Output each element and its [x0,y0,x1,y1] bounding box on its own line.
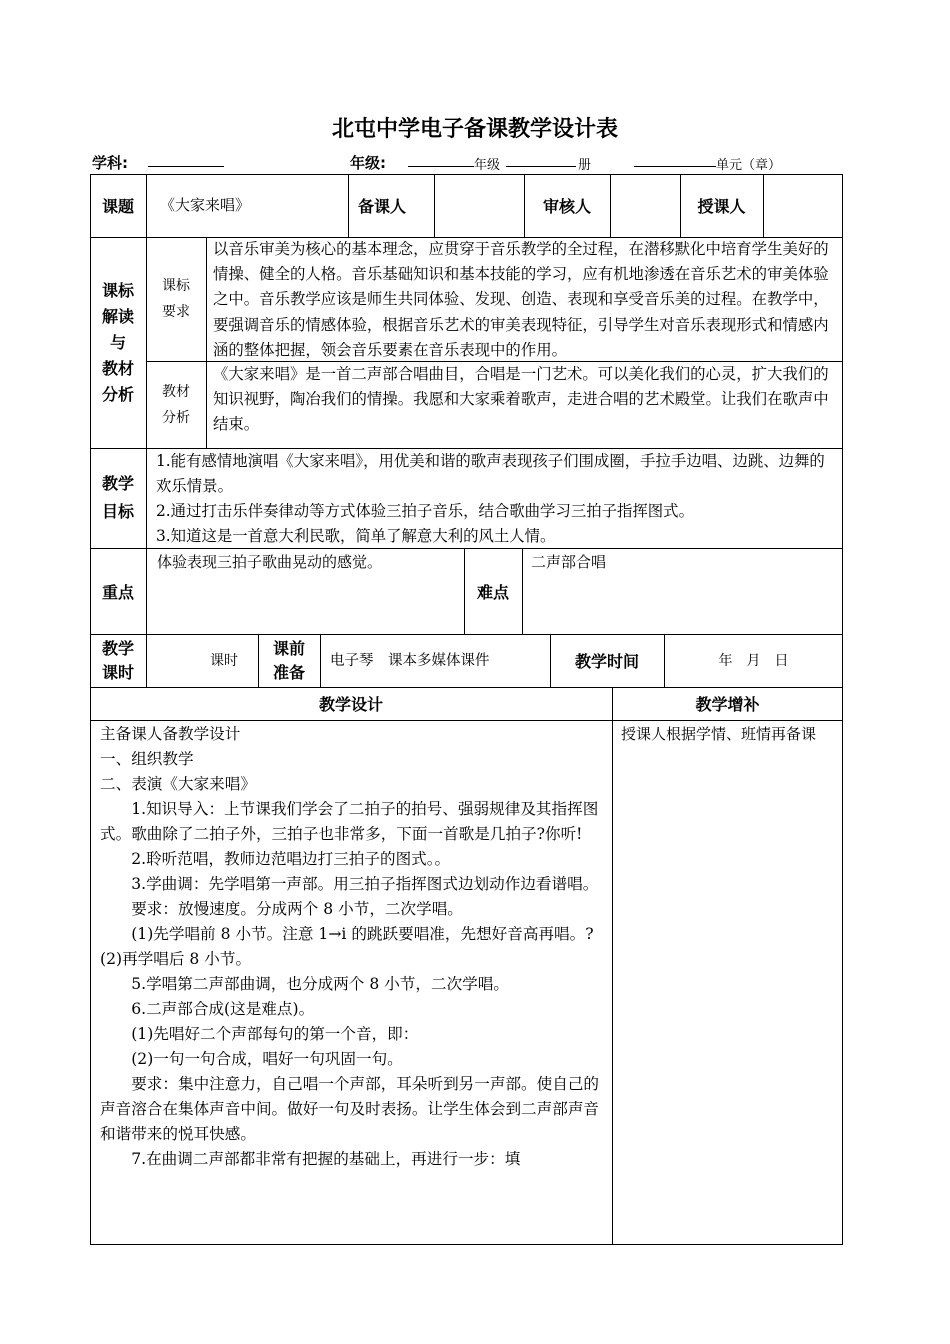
design-body [100,722,610,1172]
time-label: 教学时间 [574,652,639,671]
design-line: 7.在曲调二声部都非常有把握的基础上，再进行一步：填 [131,1150,521,1168]
label-line: 准备 [272,662,305,682]
prep-text: 电子琴 课本多媒体课件 [330,653,490,669]
subject-label: 学科: [92,154,128,172]
topic-value: 《大家来唱》 [160,196,251,214]
design-header: 教学设计 [318,695,383,714]
design-line: (2)一句一句合成，唱好一句巩固一句。 [131,1050,403,1068]
preparer-label: 备课人 [358,197,407,216]
label-line: 目标 [101,502,134,521]
grade-blank [408,152,474,167]
design-line: 要求：放慢速度。分成两个 8 小节，二次学唱。 [131,900,463,918]
standard-label [146,237,206,361]
supplement-text: 授课人根据学情、班情再备课 [621,725,817,743]
hours-label [90,634,146,687]
volume-blank [506,152,576,167]
label-line: 课前 [272,638,305,658]
design-line: 6.二声部合成(这是难点)。 [131,1000,315,1018]
label-line: 要求 [162,304,190,320]
page-title: 北屯中学电子备课教学设计表 [331,117,618,142]
label-line: 与 [109,332,126,352]
objective-item: 2.通过打击乐伴奏律动等方式体验三拍子音乐，结合歌曲学习三拍子指挥图式。 [156,502,694,520]
label-line: 课标 [101,280,134,300]
unit-suffix: 单元（章） [716,158,782,173]
label-line: 课时 [101,662,134,682]
divider [434,174,435,237]
standard-text: 以音乐审美为核心的基本理念，应贯穿于音乐教学的全过程，在潜移默化中培育学生美好的情操、健全的人格。音乐基础知识和基本技能的学习，应有机地渗透在音乐艺术的审美体验之中。音乐教学应该是师生共同体验、发现、创造、表现和享受音乐美的过程。在教学中，要强调音乐的情感体验，根据音乐艺术的审美表现特征，引导学生对音乐表现形式和情感内涵的整体把握，领会音乐要素在音乐表现中的作用。 [213,240,829,359]
key-text: 体验表现三拍子歌曲晃动的感觉。 [157,553,383,571]
design-line: 要求：集中注意力，自己唱一个声部，耳朵听到另一声部。使自己的声音溶合在集体声音中间。做好一句及时表扬。让学生体会到二声部声音和谐带来的悦耳快感。 [100,1075,600,1143]
divider [206,237,207,448]
label-line: 分析 [101,384,134,404]
objective-item: 1.能有感情地演唱《大家来唱》，用优美和谐的歌声表现孩子们围成圈，手拉手边唱、边跳、边舞的欢乐情景。 [156,452,825,495]
topic-label: 课题 [101,197,134,216]
hours-unit: 课时 [210,653,238,669]
info-line [92,150,844,174]
key-label: 重点 [101,582,134,602]
design-line: 一、组织教学 [100,750,194,768]
material-label [146,361,206,448]
design-line: 3.学曲调：先学唱第一声部。用三拍子指挥图式边划动作边看谱唱。 [131,875,599,893]
design-line: 1.知识导入：上节课我们学会了二拍子的拍号、强弱规律及其指挥图式。歌曲除了二拍子外，三拍子也非常多，下面一首歌是几拍子?你听! [100,800,599,843]
label-line: 教学 [101,638,134,658]
difficulty-label: 难点 [476,582,509,602]
divider [90,634,843,635]
material-text: 《大家来唱》是一首二声部合唱曲目，合唱是一门艺术。可以美化我们的心灵，扩大我们的知识视野，陶冶我们的情操。我愿和大家乘着歌声，走进合唱的艺术殿堂。让我们在歌声中结束。 [213,365,829,434]
objective-item: 3.知道这是一首意大利民歌，简单了解意大利的风土人情。 [156,527,556,545]
teacher-label: 授课人 [697,197,746,216]
design-line: 2.聆听范唱，教师边范唱边打三拍子的图式。。 [131,850,451,868]
label-line: 教学 [101,474,134,493]
supplement-header: 教学增补 [695,695,760,714]
reviewer-label: 审核人 [542,197,591,216]
label-line: 教材 [162,383,190,400]
divider [610,174,611,237]
volume-suffix: 册 [578,158,592,173]
divider [522,548,523,634]
label-line: 教材 [101,358,134,378]
subject-blank [148,152,224,167]
label-line: 课标 [162,278,190,294]
divider [612,687,613,1245]
grade-suffix: 年级 [474,158,501,173]
analysis-label [90,237,146,448]
design-line: 主备课人备教学设计 [100,725,241,743]
grade-label: 年级: [350,154,386,172]
design-line: (1)先学唱前 8 小节。注意 1→i 的跳跃要唱准，先想好音高再唱。? (2)再学唱后 8 小节。 [100,925,610,968]
time-value: 年 月 日 [718,653,789,669]
difficulty-text: 二声部合唱 [531,553,607,571]
objectives-label [90,448,146,548]
design-line: 二、表演《大家来唱》 [100,775,256,793]
divider [320,634,321,687]
objectives-list [156,449,840,549]
label-line: 分析 [162,409,190,426]
label-line: 解读 [101,306,134,326]
prep-label [258,634,320,687]
divider [90,720,843,721]
divider [763,174,764,237]
design-line: (1)先唱好二个声部每句的第一个音，即： [131,1025,419,1043]
unit-blank [634,152,716,167]
design-line: 5.学唱第二声部曲调，也分成两个 8 小节，二次学唱。 [131,975,509,993]
